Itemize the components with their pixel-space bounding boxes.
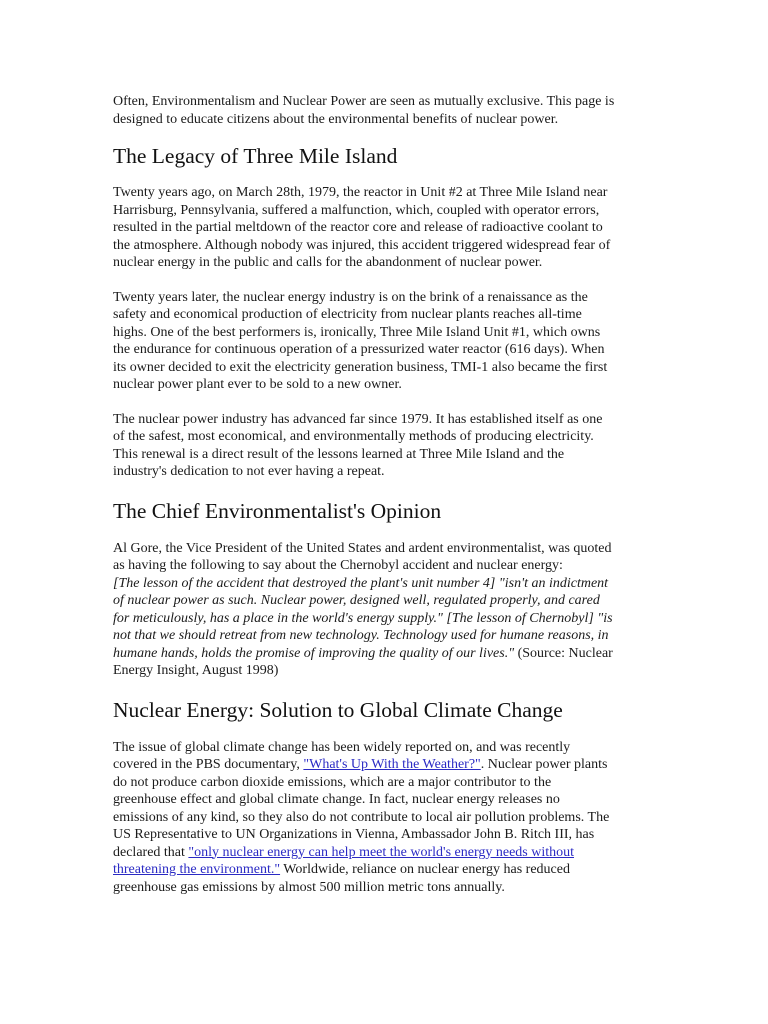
text-line: nuclear energy in the public and calls for the abandonment of nuclear power. (113, 255, 543, 270)
text-line: This renewal is a direct result of the lessons learned at Three Mile Island and the (113, 446, 565, 462)
text-line: The nuclear power industry has advanced far since 1979. It has established itself as one (113, 411, 603, 427)
text-fragment: declared that (113, 844, 189, 860)
text-line: greenhouse gas emissions by almost 500 million metric tons annually. (113, 879, 505, 895)
gore-paragraph (113, 540, 673, 680)
text-line: nuclear power plant ever to be sold to a new owner. (113, 377, 402, 392)
text-line: emissions of any kind, so they also do not contribute to local air pollution problems. The (113, 809, 610, 825)
text-line: Al Gore, the Vice President of the United States and ardent environmentalist, was quoted (113, 540, 612, 556)
quote-line: of nuclear power as such. Nuclear power, designed well, regulated properly, and cared (113, 593, 600, 608)
quote-line: humane hands, holds the promise of improving the quality of our lives." (113, 645, 515, 661)
quote-line: for meticulously, has a place in the world's energy supply." [The lesson of Chernobyl] "is (113, 610, 613, 626)
text-line: resulted in the partial meltdown of the reactor core and release of radioactive coolant to (113, 220, 603, 235)
text-line: highs. One of the best performers is, ironically, Three Mile Island Unit #1, which owns (113, 324, 601, 340)
text-line: do not produce carbon dioxide emissions, which are a major contributor to the (113, 774, 552, 790)
text-line: its owner decided to exit the electricity generation business, TMI-1 also became the first (113, 359, 608, 375)
section-heading-chief-environmentalist: The Chief Environmentalist's Opinion (113, 498, 442, 523)
section-heading-three-mile-island: The Legacy of Three Mile Island (113, 144, 398, 168)
text-line: Harrisburg, Pennsylvania, suffered a malfunction, which, coupled with operator errors, (113, 202, 600, 218)
text-line: Twenty years ago, on March 28th, 1979, the reactor in Unit #2 at Three Mile Island near (113, 185, 608, 200)
text-line: industry's dedication to not ever having a repeat. (113, 464, 385, 479)
text-line: the atmosphere. Although nobody was injured, this accident triggered widespread fear of (113, 237, 611, 253)
text-fragment: covered in the PBS documentary, (113, 757, 304, 772)
quote-line: not that we should retreat from new technology. Technology used for humane reasons, in (113, 628, 609, 643)
source-citation-end: Energy Insight, August 1998) (113, 663, 279, 678)
tmi-paragraph-2 (113, 289, 673, 394)
text-line: The issue of global climate change has been widely reported on, and was recently (113, 739, 571, 755)
text-line-with-link (113, 861, 673, 879)
text-line: Often, Environmentalism and Nuclear Power are seen as mutually exclusive. This page is (113, 94, 615, 109)
intro-paragraph (113, 93, 673, 128)
link-only-nuclear-energy-quote-continued[interactable]: threatening the environment." (113, 862, 281, 877)
tmi-paragraph-3 (113, 411, 673, 481)
text-line: of the safest, most economical, and environmentally methods of producing electricity. (113, 429, 594, 444)
document-page (113, 93, 673, 896)
text-line-with-link (113, 844, 673, 862)
climate-paragraph (113, 739, 673, 897)
quote-line: [The lesson of the accident that destroyed the plant's unit number 4] "isn't an indictment (113, 575, 609, 591)
text-line: greenhouse effect and global climate change. In fact, nuclear energy releases no (113, 792, 560, 807)
section-heading-climate-change: Nuclear Energy: Solution to Global Climate Change (113, 697, 563, 722)
text-fragment: Worldwide, reliance on nuclear energy has reduced (280, 862, 570, 877)
quote-closing-line (113, 645, 673, 663)
tmi-paragraph-1 (113, 184, 673, 272)
text-fragment: . Nuclear power plants (480, 757, 608, 772)
text-line: Twenty years later, the nuclear energy industry is on the brink of a renaissance as the (113, 289, 588, 305)
text-line: US Representative to UN Organizations in Vienna, Ambassador John B. Ritch III, has (113, 827, 595, 842)
text-line: safety and economical production of electricity from nuclear plants reaches all-time (113, 307, 582, 322)
link-only-nuclear-energy-quote[interactable]: "only nuclear energy can help meet the world's energy needs without (188, 844, 575, 860)
text-line: designed to educate citizens about the environmental benefits of nuclear power. (113, 111, 559, 127)
text-line: the endurance for continuous operation of a pressurized water reactor (616 days). When (113, 342, 605, 357)
text-line-with-link (113, 756, 673, 774)
text-line: as having the following to say about the Chernobyl accident and nuclear energy: (113, 558, 563, 573)
link-whats-up-with-the-weather[interactable]: "What's Up With the Weather?" (303, 757, 481, 772)
source-citation: (Source: Nuclear (514, 645, 613, 661)
